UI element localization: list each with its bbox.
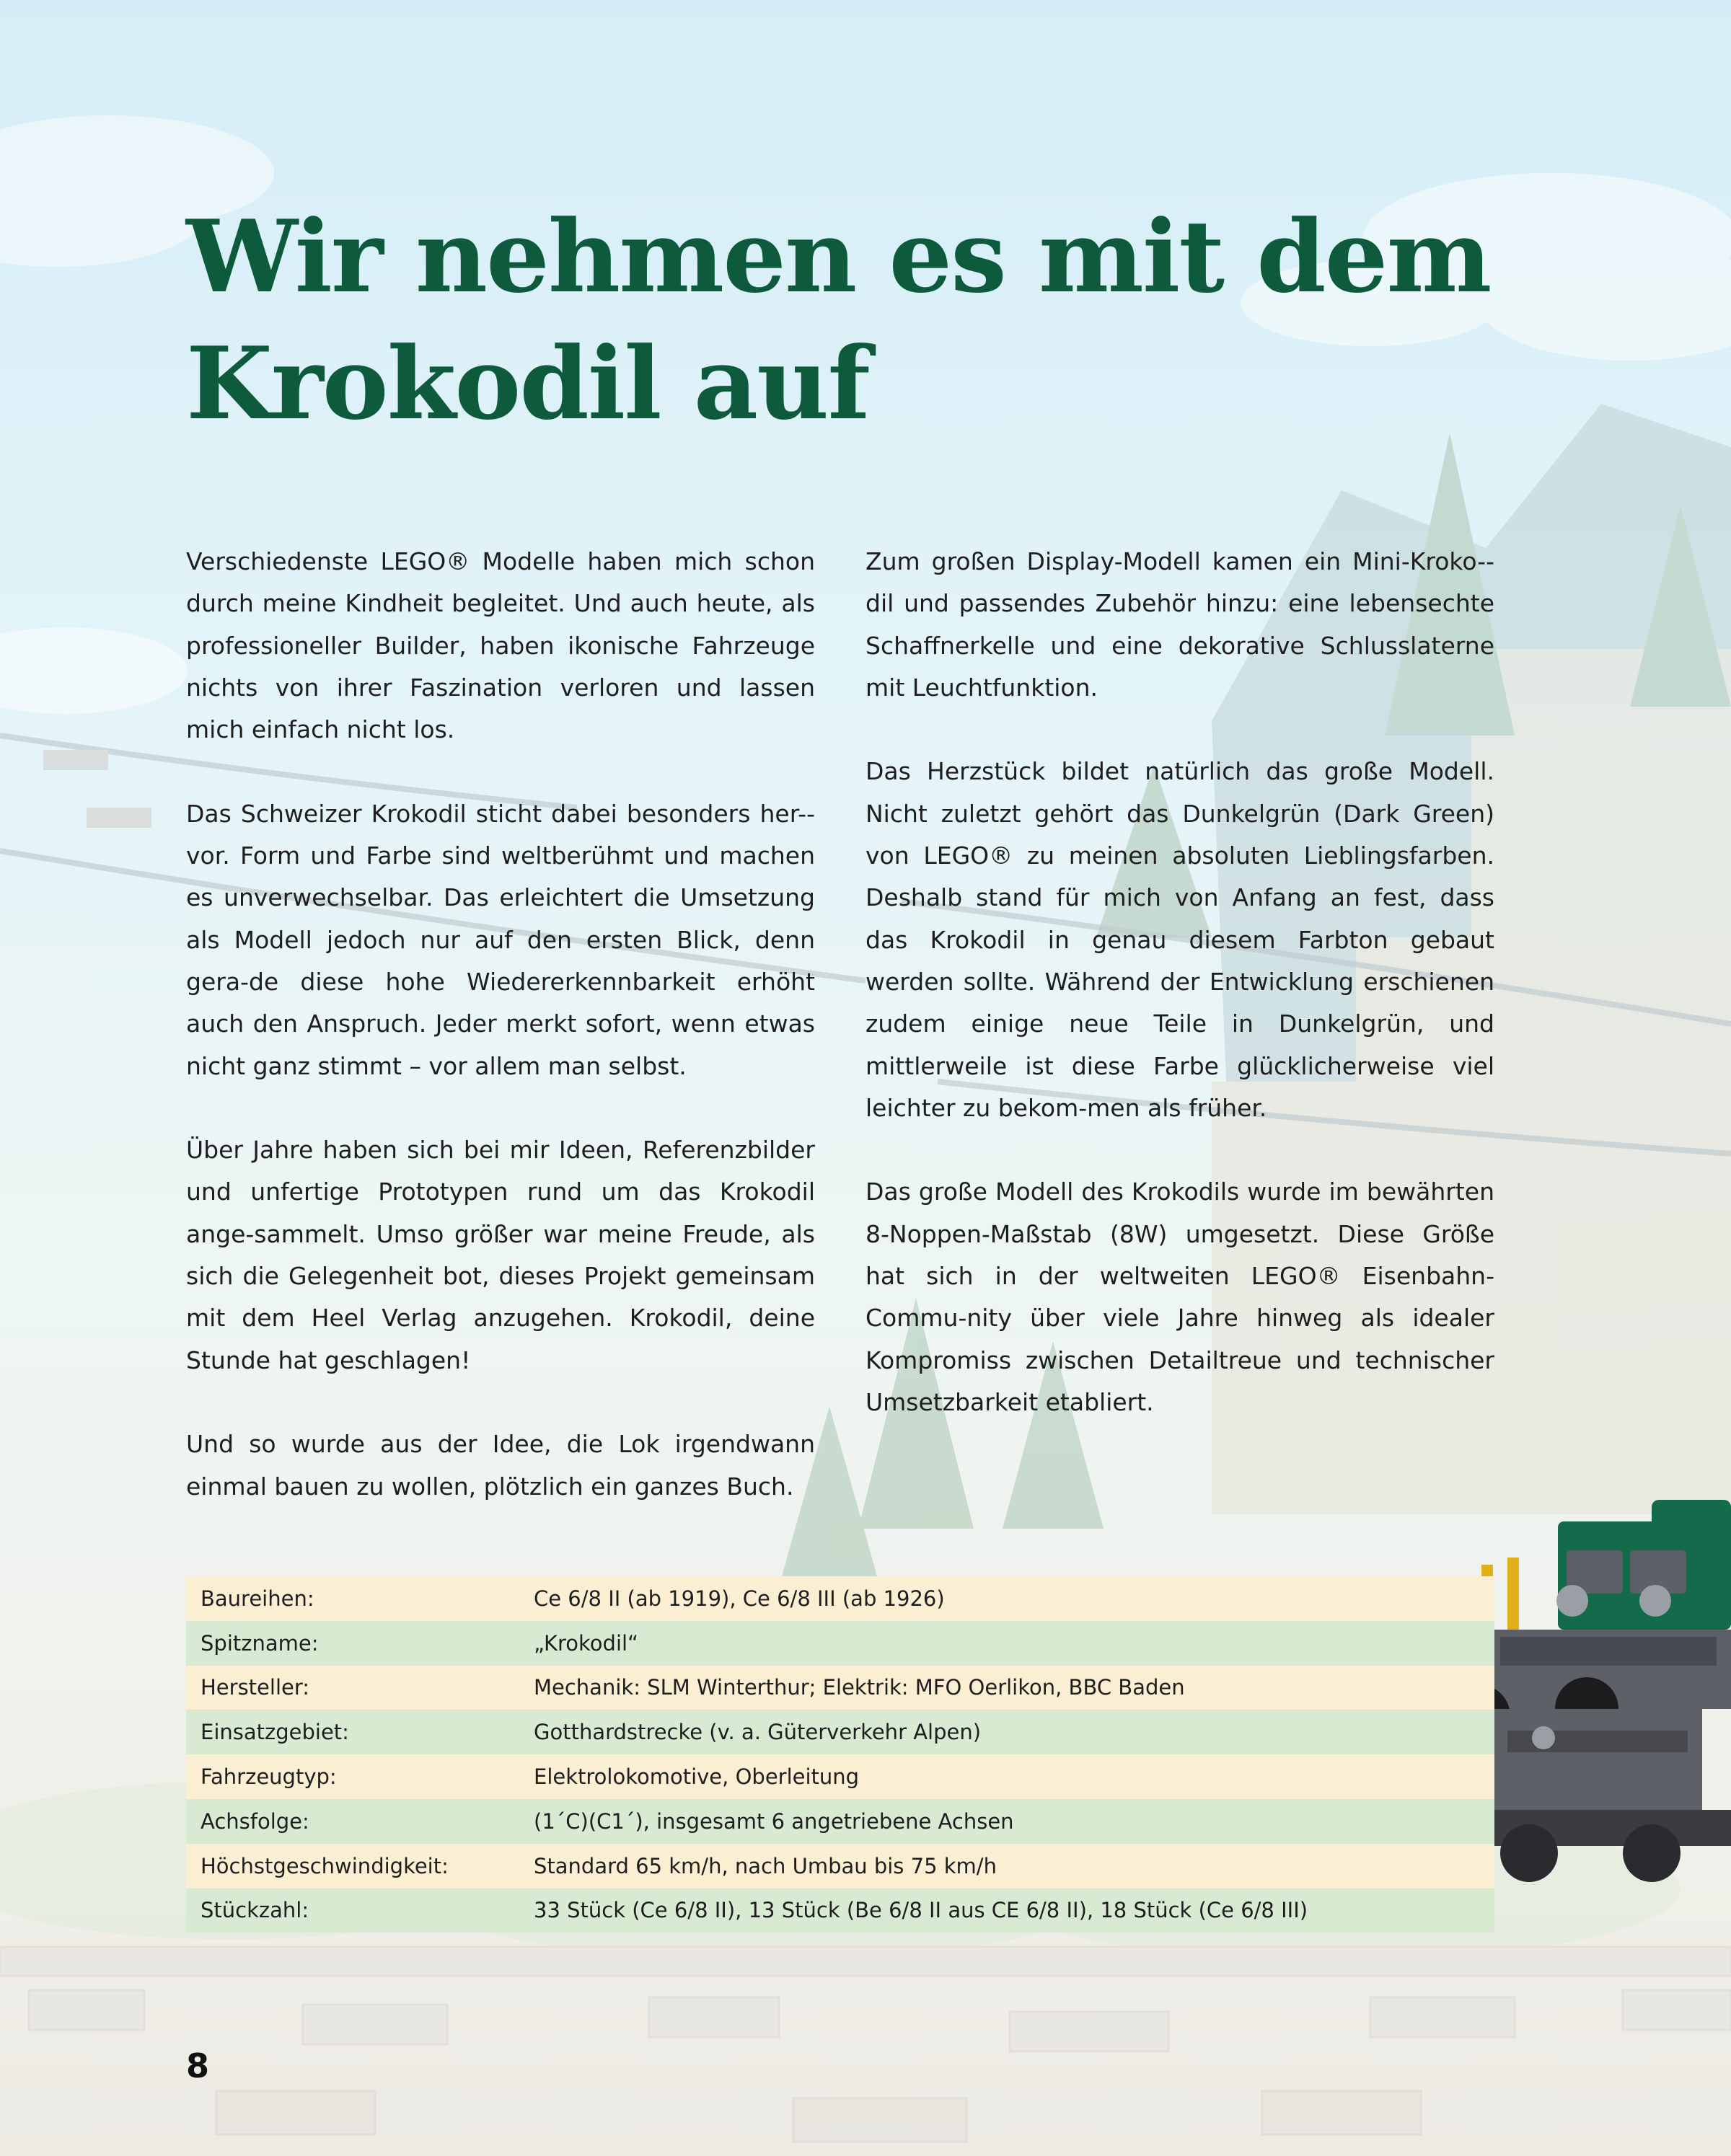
fact-label: Stückzahl: <box>201 1898 309 1923</box>
fact-value: Standard 65 km/h, nach Umbau bis 75 km/h <box>534 1853 997 1878</box>
fact-value: Ce 6/8 II (ab 1919), Ce 6/8 III (ab 1926) <box>534 1586 945 1611</box>
fact-label: Höchstgeschwindigkeit: <box>201 1853 449 1878</box>
table-row <box>186 1621 1494 1666</box>
title-line-2: Krokodil auf <box>186 324 869 442</box>
paragraph: Zum großen Display-Modell kamen ein Mini-Kroko-dil und passendes Zubehör hinzu: eine lebensechte Schaffnerkelle und eine dekorative Schlusslaterne mit Leuchtfunktion. <box>865 547 1494 702</box>
fact-value: 33 Stück (Ce 6/8 II), 13 Stück (Be 6/8 II aus CE 6/8 II), 18 Stück (Ce 6/8 III) <box>534 1898 1308 1923</box>
text-column-left <box>186 541 815 1508</box>
fact-label: Fahrzeugtyp: <box>201 1764 337 1790</box>
table-row <box>186 1799 1494 1844</box>
table-row <box>186 1710 1494 1754</box>
table-row <box>186 1754 1494 1799</box>
fact-label: Hersteller: <box>201 1675 310 1700</box>
fact-label: Achsfolge: <box>201 1808 309 1834</box>
page-title <box>186 193 1556 447</box>
fact-label: Spitzname: <box>201 1630 319 1656</box>
table-row <box>186 1666 1494 1710</box>
paragraph: Das Schweizer Krokodil sticht dabei besonders her-vor. Form und Farbe sind weltberühmt und machen es unverwechselbar. Das erleichtert die Umsetzung als Modell jedoch nur auf den ersten Blick, denn gera-de diese hohe Wiedererkennbarkeit erhöht auch den Anspruch. Jeder merkt sofort, wenn etwas nicht ganz stimmt – vor allem man selbst. <box>186 799 815 1080</box>
fact-value: Gotthardstrecke (v. a. Güterverkehr Alpen) <box>534 1720 982 1745</box>
table-row <box>186 1576 1494 1621</box>
page-number: 8 <box>186 2046 210 2085</box>
paragraph: Über Jahre haben sich bei mir Ideen, Referenzbilder und unfertige Prototypen rund um das Krokodil ange-sammelt. Umso größer war meine Freude, als sich die Gelegenheit bot, dieses Projekt gemeinsam mit dem Heel Verlag anzugehen. Krokodil, deine Stunde hat geschlagen! <box>186 1136 815 1374</box>
paragraph: Das Herzstück bildet natürlich das große Modell. Nicht zuletzt gehört das Dunkelgrün (Dark Green) von LEGO® zu meinen absoluten Lieblingsfarben. Deshalb stand für mich von Anfang an fest, dass das Krokodil in genau diesem Farbton gebaut werden sollte. Während der Entwicklung erschienen zudem einige neue Teile in Dunkelgrün, und mittlerweile ist diese Farbe glücklicherweise viel leichter zu bekom-men als früher. <box>865 757 1494 1122</box>
paragraph: Und so wurde aus der Idee, die Lok irgendwann einmal bauen zu wollen, plötzlich ein ganzes Buch. <box>186 1430 815 1501</box>
paragraph: Verschiedenste LEGO® Modelle haben mich schon durch meine Kindheit begleitet. Und auch heute, als professioneller Builder, haben ikonische Fahrzeuge nichts von ihrer Faszination verloren und lassen mich einfach nicht los. <box>186 547 815 744</box>
fact-value: „Krokodil“ <box>534 1630 639 1656</box>
table-row <box>186 1888 1494 1933</box>
fact-label: Einsatzgebiet: <box>201 1720 349 1745</box>
table-row <box>186 1844 1494 1888</box>
fact-label: Baureihen: <box>201 1586 314 1611</box>
fact-value: Elektrolokomotive, Oberleitung <box>534 1764 860 1790</box>
title-line-1: Wir nehmen es mit dem <box>186 198 1491 315</box>
facts-table <box>186 1576 1494 1932</box>
fact-value: (1´C)(C1´), insgesamt 6 angetriebene Achsen <box>534 1808 1014 1834</box>
fact-value: Mechanik: SLM Winterthur; Elektrik: MFO Oerlikon, BBC Baden <box>534 1675 1185 1700</box>
paragraph: Das große Modell des Krokodils wurde im bewährten 8-Noppen-Maßstab (8W) umgesetzt. Diese Größe hat sich in der weltweiten LEGO® Eisenbahn-Commu-nity über viele Jahre hinweg als idealer Kompromiss zwischen Detailtreue und technischer Umsetzbarkeit etabliert. <box>865 1178 1494 1416</box>
text-column-right <box>865 541 1494 1423</box>
